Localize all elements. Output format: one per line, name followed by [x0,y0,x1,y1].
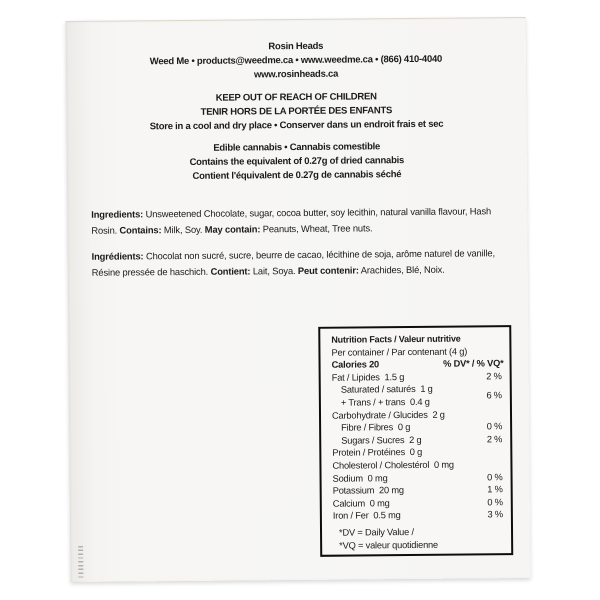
daily-value-header: % DV* / % VQ* [443,358,504,369]
brand-website: www.rosinheads.ca [253,68,339,81]
nutrition-row: Potassium 20 mg 1 % [332,484,503,496]
storage-instructions: Store in a cool and dry place • Conserver dans un endroit frais et sec [149,118,444,133]
nutrition-rows [332,370,505,523]
nutrition-row: Iron / Fer 0.5 mg 3 % [332,509,503,522]
nutrition-row: Sugars / Sucres 2 g 2 % [341,433,503,446]
product-label [66,17,531,582]
nutrition-row: Calcium 0 mg 0 % [332,496,503,509]
product-category: Edible cannabis • Cannabis comestible [213,141,381,154]
nutrition-row: Fibre / Fibres 0 g 0 % [341,421,503,433]
ingredients-english: Ingredients: Unsweetened Chocolate, sugar, cocoa butter, soy lecithin, natural vanilla flavour, Hash Rosin. Contains: Milk, Soy. May contain: Peanuts, Wheat, Tree nuts. [91,205,492,236]
nutrition-row: Fat / Lipides 1.5 g 2 % [331,371,502,383]
nutrition-row: Carbohydrate / Glucides 2 g [331,409,445,421]
nutrition-row: Cholesterol / Cholestérol 0 mg [332,459,454,471]
calories-row [332,357,504,371]
nutrition-row: Sodium 0 mg 0 % [332,471,503,484]
calories-label: Calories 20 [331,359,380,370]
brand-name: Rosin Heads [268,40,324,53]
nutrition-row: Saturated / saturés 1 g + Trans / + trans 0.4 g 6 % [340,384,502,408]
nutrition-facts-panel [318,325,513,557]
ingredients-french: Ingrédients: Chocolat non sucré, sucre, beurre de cacao, lécithine de soja, arôme naturel de vanille, Résine pressée de haschich. Contient: Lait, Soya. Peut contenir: Arachides, Blé, Noix. [91,247,495,278]
nutrition-footnote [333,525,505,552]
label-top-text [66,18,527,185]
footnote-line-1: *DV = Daily Value / [338,526,414,538]
vertical-print-code [78,546,83,580]
per-container-line: Per container / Par contenant (4 g) [331,346,468,358]
warning-keep-out-fr: TENIR HORS DE LA PORTÉE DES ENFANTS [200,105,393,118]
nutrition-row: Protein / Protéines 0 g [332,447,423,459]
contact-line: Weed Me • products@weedme.ca • www.weedme.ca • (866) 410-4040 [149,53,443,68]
nutrition-title: Nutrition Facts / Valeur nutritive [331,333,461,345]
footnote-line-2: *VQ = valeur quotidienne [339,539,439,551]
equivalency-fr: Contient l'équivalent de 0.27g de cannabis séché [192,169,402,182]
equivalency-en: Contains the equivalent of 0.27g of dried cannabis [189,155,405,168]
warning-keep-out-en: KEEP OUT OF REACH OF CHILDREN [215,91,377,104]
